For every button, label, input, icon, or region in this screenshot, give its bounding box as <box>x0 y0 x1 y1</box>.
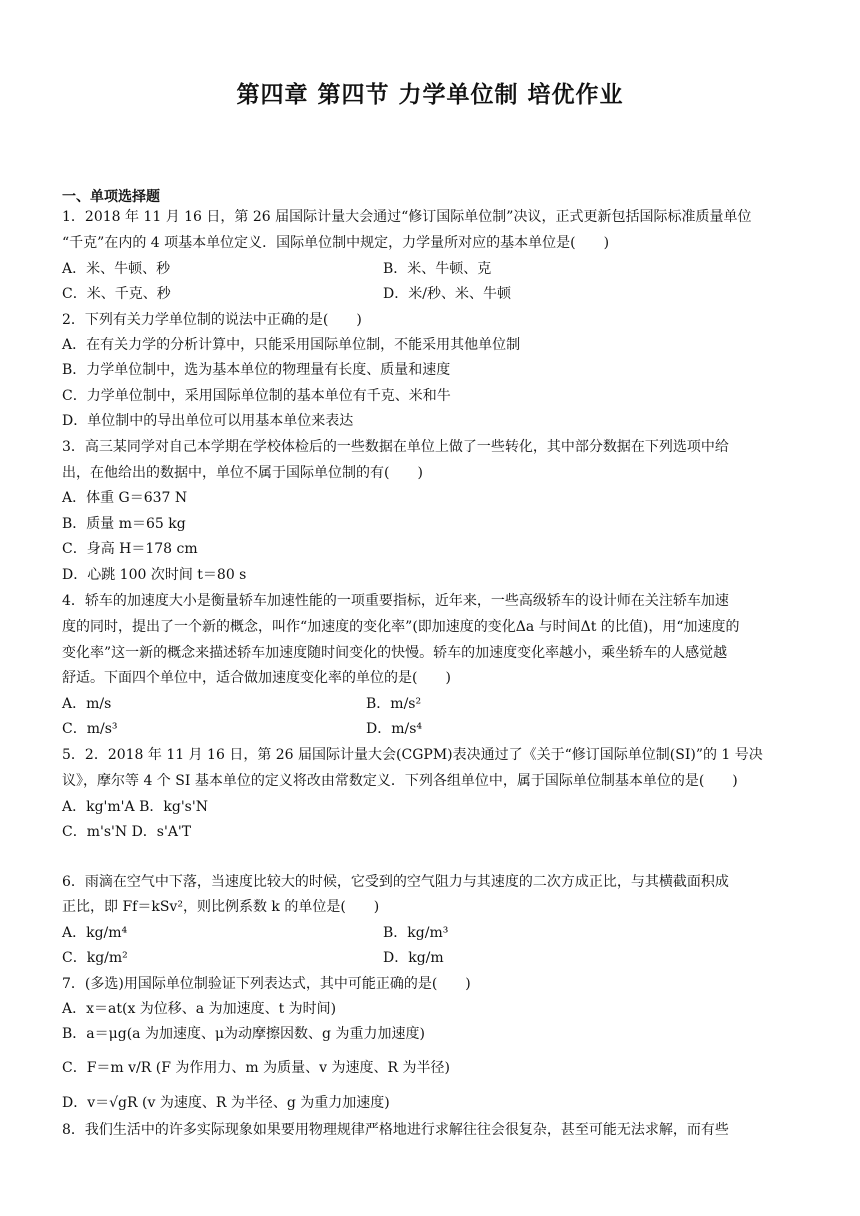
q2-option-c: C．力学单位制中，采用国际单位制的基本单位有千克、米和牛 <box>62 388 451 404</box>
q3-option-c: C．身高 H＝178 cm <box>62 541 198 557</box>
q1-option-c: C．米、千克、秒 <box>62 286 171 302</box>
q4-option-b: B．m/s² <box>366 696 422 712</box>
q4-option-c: C．m/s³ <box>62 721 118 737</box>
q3-option-d: D．心跳 100 次时间 t＝80 s <box>62 567 247 583</box>
q2-stem: 2．下列有关力学单位制的说法中正确的是( ) <box>62 312 362 328</box>
q7-stem: 7．(多选)用国际单位制验证下列表达式，其中可能正确的是( ) <box>62 976 471 992</box>
q4-stem-line2: 度的同时，提出了一个新的概念，叫作“加速度的变化率”(即加速度的变化Δa 与时间Δt 的比值)，用“加速度的 <box>62 619 740 635</box>
q6-option-d: D．kg/m <box>383 950 444 966</box>
q6-stem-line1: 6．雨滴在空气中下落，当速度比较大的时候，它受到的空气阻力与其速度的二次方成正比，与其横截面积成 <box>62 874 729 890</box>
q7-option-a: A．x＝at(x 为位移、a 为加速度、t 为时间) <box>62 1001 337 1017</box>
q5-options-ab: A．kg'm'A B．kg's'N <box>62 799 208 815</box>
q8-stem-line1: 8．我们生活中的许多实际现象如果要用物理规律严格地进行求解往往会很复杂，甚至可能无法求解，而有些 <box>62 1122 729 1138</box>
q1-option-d: D．米/秒、米、牛顿 <box>383 286 511 302</box>
q1-option-a: A．米、牛顿、秒 <box>62 261 171 277</box>
q3-stem-line1: 3．高三某同学对自己本学期在学校体检后的一些数据在单位上做了一些转化，其中部分数据在下列选项中给 <box>62 439 729 455</box>
q7-option-d: D．v＝√gR (v 为速度、R 为半径、g 为重力加速度) <box>62 1095 390 1111</box>
q2-option-d: D．单位制中的导出单位可以用基本单位来表达 <box>62 413 354 429</box>
q3-option-b: B．质量 m＝65 kg <box>62 516 186 532</box>
section-heading: 一、单项选择题 <box>62 189 160 205</box>
q6-option-c: C．kg/m² <box>62 950 128 966</box>
q2-option-a: A．在有关力学的分析计算中，只能采用国际单位制，不能采用其他单位制 <box>62 337 521 353</box>
q4-option-a: A．m/s <box>62 696 112 712</box>
q4-option-d: D．m/s⁴ <box>366 721 423 737</box>
document-title: 第四章 第四节 力学单位制 培优作业 <box>236 81 624 108</box>
q4-stem-line4: 舒适。下面四个单位中，适合做加速度变化率的单位的是( ) <box>62 670 451 686</box>
q1-option-b: B．米、牛顿、克 <box>383 261 492 277</box>
q2-option-b: B．力学单位制中，选为基本单位的物理量有长度、质量和速度 <box>62 362 451 378</box>
q4-stem-line1: 4．轿车的加速度大小是衡量轿车加速性能的一项重要指标，近年来，一些高级轿车的设计师在关注轿车加速 <box>62 593 729 609</box>
q3-stem-line2: 出，在他给出的数据中，单位不属于国际单位制的有( ) <box>62 465 423 481</box>
q1-stem-line1: 1．2018 年 11 月 16 日，第 26 届国际计量大会通过“修订国际单位制”决议，正式更新包括国际标准质量单位 <box>62 209 752 225</box>
q5-stem-line2: 议》，摩尔等 4 个 SI 基本单位的定义将改由常数定义．下列各组单位中，属于国际单位制基本单位的是( ) <box>62 773 738 789</box>
q5-stem-line1: 5．2．2018 年 11 月 16 日，第 26 届国际计量大会(CGPM)表决通过了《关于“修订国际单位制(SI)”的 1 号决 <box>62 747 763 763</box>
q6-option-a: A．kg/m⁴ <box>62 925 128 941</box>
q5-options-cd: C．m's'N D．s'A'T <box>62 824 192 840</box>
q4-stem-line3: 变化率”这一新的概念来描述轿车加速度随时间变化的快慢。轿车的加速度变化率越小，乘坐轿车的人感觉越 <box>62 645 728 661</box>
q6-stem-line2: 正比，即 Ff＝kSv²，则比例系数 k 的单位是( ) <box>62 899 380 915</box>
q7-option-c: C．F＝m v/R (F 为作用力、m 为质量、v 为速度、R 为半径) <box>62 1060 450 1076</box>
q6-option-b: B．kg/m³ <box>383 925 449 941</box>
q3-option-a: A．体重 G＝637 N <box>62 490 188 506</box>
q1-stem-line2: “千克”在内的 4 项基本单位定义．国际单位制中规定，力学量所对应的基本单位是( ) <box>62 235 610 251</box>
q7-option-b: B．a＝μg(a 为加速度、μ为动摩擦因数、g 为重力加速度) <box>62 1026 425 1042</box>
